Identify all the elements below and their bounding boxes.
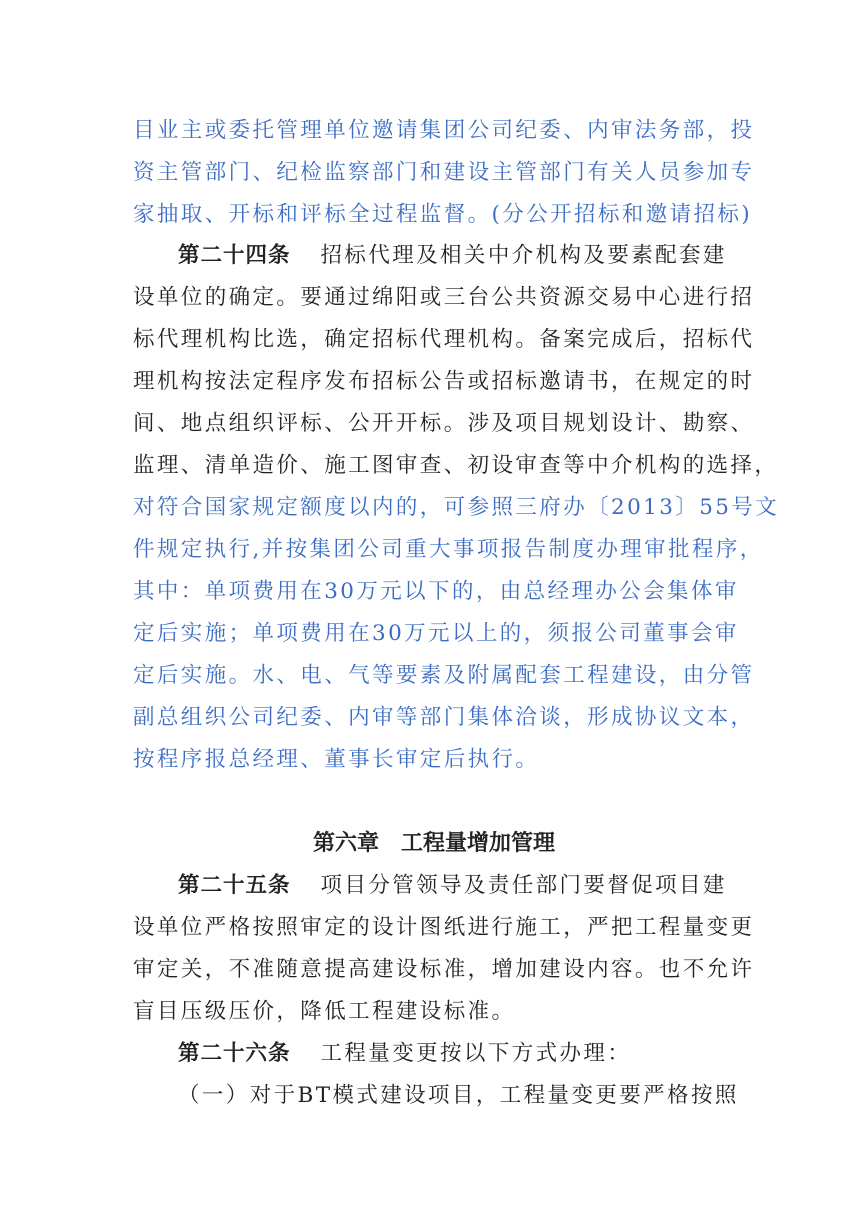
paragraph-line: 理机构按法定程序发布招标公告或招标邀请书，在规定的时 bbox=[133, 369, 755, 394]
paragraph-line: 设单位的确定。要通过绵阳或三台公共资源交易中心进行招 bbox=[133, 285, 755, 310]
paragraph-line: 标代理机构比选，确定招标代理机构。备案完成后，招标代 bbox=[133, 327, 755, 352]
paragraph-line: 间、地点组织评标、公开开标。涉及项目规划设计、勘察、 bbox=[133, 411, 755, 436]
chapter-heading: 第六章 工程量增加管理 bbox=[312, 831, 555, 856]
paragraph-line: 副总组织公司纪委、内审等部门集体洽谈，形成协议文本， bbox=[133, 705, 755, 730]
paragraph-line: 审定关，不准随意提高建设标准，增加建设内容。也不允许 bbox=[133, 957, 755, 982]
article-26-first-line bbox=[178, 1039, 631, 1069]
article-26-text: 工程量变更按以下方式办理： bbox=[320, 1041, 632, 1066]
paragraph-line: 定后实施。水、电、气等要素及附属配套工程建设，由分管 bbox=[133, 663, 755, 688]
paragraph-line: 件规定执行,并按集团公司重大事项报告制度办理审批程序， bbox=[133, 537, 764, 562]
article-24-first-line bbox=[178, 241, 727, 271]
paragraph-line: 目业主或委托管理单位邀请集团公司纪委、内审法务部，投 bbox=[133, 118, 755, 143]
paragraph-line: 监理、清单造价、施工图审查、初设审查等中介机构的选择， bbox=[133, 453, 779, 478]
paragraph-line: 设单位严格按照审定的设计图纸进行施工，严把工程量变更 bbox=[133, 915, 755, 940]
list-item: （一）对于BT模式建设项目，工程量变更要严格按照 bbox=[178, 1083, 739, 1108]
article-25-text: 项目分管领导及责任部门要督促项目建 bbox=[320, 873, 727, 898]
article-25-label: 第二十五条 bbox=[178, 873, 291, 898]
paragraph-line: 定后实施；单项费用在30万元以上的，须报公司董事会审 bbox=[133, 621, 739, 646]
paragraph-line: 家抽取、开标和评标全过程监督。(分公开招标和邀请招标) bbox=[133, 202, 753, 227]
paragraph-line: 对符合国家规定额度以内的，可参照三府办〔2013〕55号文 bbox=[133, 495, 780, 520]
paragraph-line: 按程序报总经理、董事长审定后执行。 bbox=[133, 747, 540, 772]
paragraph-line: 其中：单项费用在30万元以下的，由总经理办公会集体审 bbox=[133, 579, 739, 604]
article-24-label: 第二十四条 bbox=[178, 243, 291, 268]
article-26-label: 第二十六条 bbox=[178, 1041, 291, 1066]
paragraph-line: 资主管部门、纪检监察部门和建设主管部门有关人员参加专 bbox=[133, 160, 755, 185]
paragraph-line: 盲目压级压价，降低工程建设标准。 bbox=[133, 999, 516, 1024]
article-25-first-line bbox=[178, 871, 727, 901]
article-24-text: 招标代理及相关中介机构及要素配套建 bbox=[320, 243, 727, 268]
